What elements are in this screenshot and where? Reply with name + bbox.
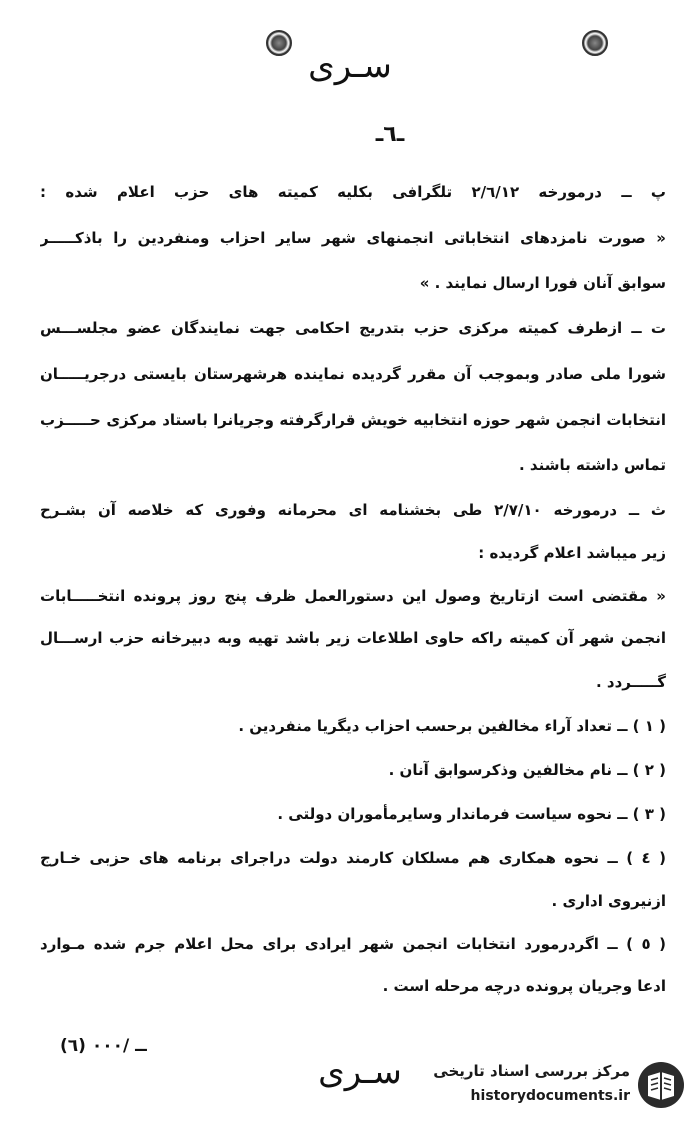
list-item-5: ( ٥ ) ــ اگردرمورد انتخابات انجمن شهر ایرادی برای محل اعلام جرم شده مـوارد	[40, 935, 666, 953]
body-line-5: شورا ملی صادر وبموجب آن مقرر گردیده نماینده هرشهرستان بایستی درجریـــــان	[40, 365, 666, 383]
body-line-8: ث ــ درمورخه ۲/۷/۱۰ طی بخشنامه ای محرمانه وفوری که خلاصه آن بشـرح	[40, 501, 666, 519]
footer-classification: سـری	[318, 1052, 402, 1092]
body-line-9: زیر میباشد اعلام گردیده :	[478, 544, 666, 562]
document-code: (٦) ــ /۰۰۰	[60, 1036, 147, 1056]
body-line-7: تماس داشته باشند .	[519, 456, 666, 474]
body-line-6: انتخابات انجمن شهر حوزه انتخابیه خویش قرارگرفته وجریانرا باستاد مرکزی حـــــزب	[40, 411, 666, 429]
body-line-12: گـــــردد .	[595, 673, 666, 691]
body-line-2: « صورت نامزدهای انتخاباتی انجمنهای شهر سایر احزاب ومنفردین را باذکـــــر	[40, 229, 666, 247]
watermark-url: historydocuments.ir	[470, 1088, 630, 1104]
list-item-3: ( ۳ ) ــ نحوه سیاست فرماندار وسایرمأموران دولتی .	[277, 805, 666, 823]
list-item-5-continued: ادعا وجریان پرونده درچه مرحله است .	[382, 977, 666, 995]
body-line-4: ت ــ ازطرف کمیته مرکزی حزب بتدریج احکامی جهت نمایندگان عضو مجلســـس	[40, 319, 666, 337]
list-item-1: ( ۱ ) ــ تعداد آراء مخالفین برحسب احزاب دیگریا منفردین .	[238, 717, 666, 735]
page-number: ـ٦ـ	[375, 122, 405, 147]
header-classification: سـری	[308, 46, 392, 86]
body-line-11: انجمن شهر آن کمیته راکه حاوی اطلاعات زیر باشد تهیه وبه دبیرخانه حزب ارســـال	[40, 629, 666, 647]
watermark	[420, 1058, 690, 1114]
list-item-4-continued: ازنیروی اداری .	[551, 892, 666, 910]
watermark-title: مرکز بررسی اسناد تاریخی	[433, 1062, 630, 1080]
body-line-10: « مقتضی است ازتاریخ وصول این دستورالعمل ظرف پنج روز پرونده انتخـــــابات	[40, 587, 666, 605]
archive-logo-icon	[636, 1060, 686, 1110]
list-item-2: ( ۲ ) ــ نام مخالفین وذکرسوابق آنان .	[388, 761, 666, 779]
body-line-3: سوابق آنان فورا ارسال نمایند . »	[419, 274, 666, 292]
body-line-1: پ ــ درمورخه ۲/٦/۱۲ تلگرافی بکلیه کمیته های حزب اعلام شده :	[40, 183, 666, 201]
list-item-4: ( ٤ ) ــ نحوه همکاری هم مسلکان کارمند دولت دراجرای برنامه های حزبی خـارج	[40, 849, 666, 867]
